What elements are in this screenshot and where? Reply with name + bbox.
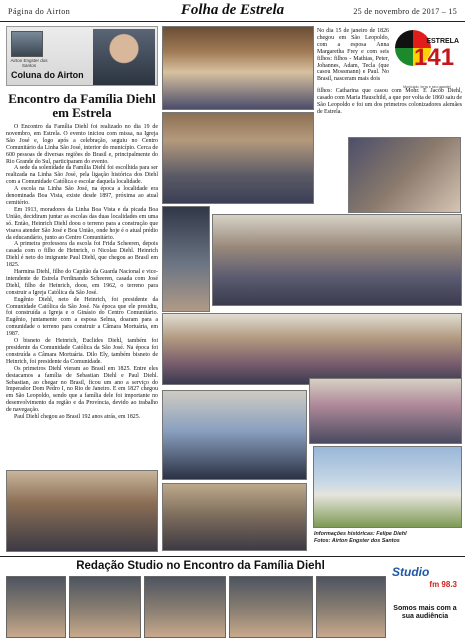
article-paragraph: A sede da solenidade da Família Diehl foi escolhida para ser realizada na Linha São José, pela ligação histórica dos Diehl com a Comunidade Católica e escolar daquela localidade.: [6, 165, 158, 186]
column-name: Coluna do Airton: [11, 70, 84, 80]
article-paragraph: O Encontro da Família Diehl foi realizado no dia 19 de novembro, em Estrela. O evento iniciou com missa, na Igreja São José e, logo após a celebração, seguiu no Centro Comunitário da Linha São José, interior do município. Cerca de 600 pessoas de diversas regiões do Brasil e, principalmente do Rio Grande do Sul, participaram do evento.: [6, 124, 158, 165]
band-title: Redação Studio no Encontro da Família Diehl: [76, 560, 325, 572]
studio-slogan: Somos mais com a sua audiência: [393, 605, 457, 621]
newspaper-name: Folha de Estrela: [180, 2, 285, 18]
author-portrait: [93, 29, 155, 85]
band-photo: [69, 576, 141, 638]
article-headline: Encontro da Família Diehl em Estrela: [8, 91, 156, 120]
section-name: Página do Airton: [8, 7, 71, 16]
photo-men-group: [162, 390, 307, 480]
studio-frequency: fm 98.3: [429, 580, 457, 589]
article-body: [6, 124, 158, 421]
credit-line: Fotos: Airton Engster dos Santos: [314, 537, 400, 544]
article-paragraph: Harmina Diehl, filho do Capitão da Guarda Nacional e vice-intendente de Estrela Ferdinando Scheeren, casada com José Diehl, filho de Heinrich, doou, em 1962, o terreno para construir a Igreja Católica da São José.: [6, 269, 158, 296]
author-mini-photo: [11, 31, 43, 57]
article-paragraph: A primeira professora da escola foi Frida Scheeren, depois casada com o filho de Heinrich, o Nicolau Diehl. Heinrich Diehl é neto do imigrante Paul Diehl, que chegou ao Brasil em 1825.: [6, 241, 158, 269]
studio-word: Studio: [392, 565, 430, 579]
photo-speaker: [162, 206, 210, 312]
date-page: 25 de novembro de 2017 – 15: [353, 7, 457, 16]
photo-event-hall: [162, 26, 314, 110]
article-column: [6, 26, 158, 421]
article-paragraph: Eugênio Diehl, neto de Heinrich, foi presidente da Comunidade Católica da São José. Na época que ele presidiu, foi construída a Igreja e o Ginásio do Centro Comunitário. Eugênio, juntamente com a esposa Selma, doaram para a comunidade o terreno para construir a Câmara Mortuária, em 1987.: [6, 296, 158, 338]
photo-family-row: [162, 313, 462, 385]
article-paragraph: O bisneto de Heinrich, Euclides Diehl, também foi presidente da Comunidade Católica da São José. Na época foi construída a Câmara Mortuária. Dilo Ely, também bisneto de Heinrich, foi presidente da Comunidade.: [6, 338, 158, 365]
article-paragraph: A escola na Linha São José, na época a localidade era denominada Boa Vista, existe desde 1897, próxima ao atual cemitério.: [6, 186, 158, 206]
photo-crowd: [162, 112, 314, 204]
studio-fm-logo: [390, 563, 460, 595]
logo-word: ESTRELA: [426, 38, 459, 45]
article-paragraph: Os primeiros Diehl vieram ao Brasil em 1825. Entre eles destacamos a família de Sebastian Diehl e Paul Diehl. Sebastian, ao chegar no Brasil, ficou um ano a serviço do Imperador Dom Pedro I, no Rio de Janeiro. E em 1827 chegou em São Leopoldo, sendo que a família dele foi importante no desenvolvimento da região e da Província, devido ao trabalho de navegação.: [6, 365, 158, 414]
article-paragraph: Paul Diehl chegou ao Brasil 192 anos atrás, em 1825.: [14, 414, 141, 421]
logo-subtitle: Município, terra e seu grande!: [403, 85, 451, 89]
column-header: [6, 26, 158, 86]
band-photo: [229, 576, 313, 638]
band-photo: [6, 576, 66, 638]
article-continuation-bottom: filhos: Catharina que casou com Mohr. E Jacob Diehl, casado com Maria Hauschild, a que por volta de 1860 saiu de São Leopoldo e foi um dos primeiros colonizadores alemães de Estrela.: [317, 88, 462, 115]
article-continuation: No dia 15 de janeiro de 1826 chegou em São Leopoldo, com a esposa Anna Margaretha Frey e com seis filhos: filhos - Mathias, Peter, Johannes, Adam, Tecla (que casou Mossmann) e Paul. No Brasil, nasceram mais dois: [317, 28, 389, 83]
photo-family-group: [212, 214, 462, 306]
photo-couple: [348, 137, 461, 213]
author-mini-caption: Airton Engster dos Santos: [10, 58, 48, 68]
credit-line: Informações históricas: Felipe Diehl: [314, 531, 407, 537]
page-header: [0, 0, 465, 22]
photo-historic-house: [313, 446, 462, 528]
photo-women-group: [309, 378, 462, 444]
bottom-band: [0, 556, 465, 640]
photo-credits: [314, 531, 462, 544]
estrela-141-logo: [392, 26, 462, 96]
band-photo: [316, 576, 386, 638]
article-paragraph: Em 1913, moradores da Linha Boa Vista e da picada Boa União, decidiram juntar as escolas das duas localidades em uma só. Então, Heinrich Diehl doou o terreno para a construção que visava atender São José e Boa União, onde hoje é o atual prédio da educandário, junto ao Centro Comunitário.: [6, 206, 158, 241]
photo-ceremony-hall: [6, 470, 158, 552]
logo-number: 141: [414, 44, 455, 71]
photo-dinner: [162, 483, 307, 551]
band-photo: [144, 576, 226, 638]
